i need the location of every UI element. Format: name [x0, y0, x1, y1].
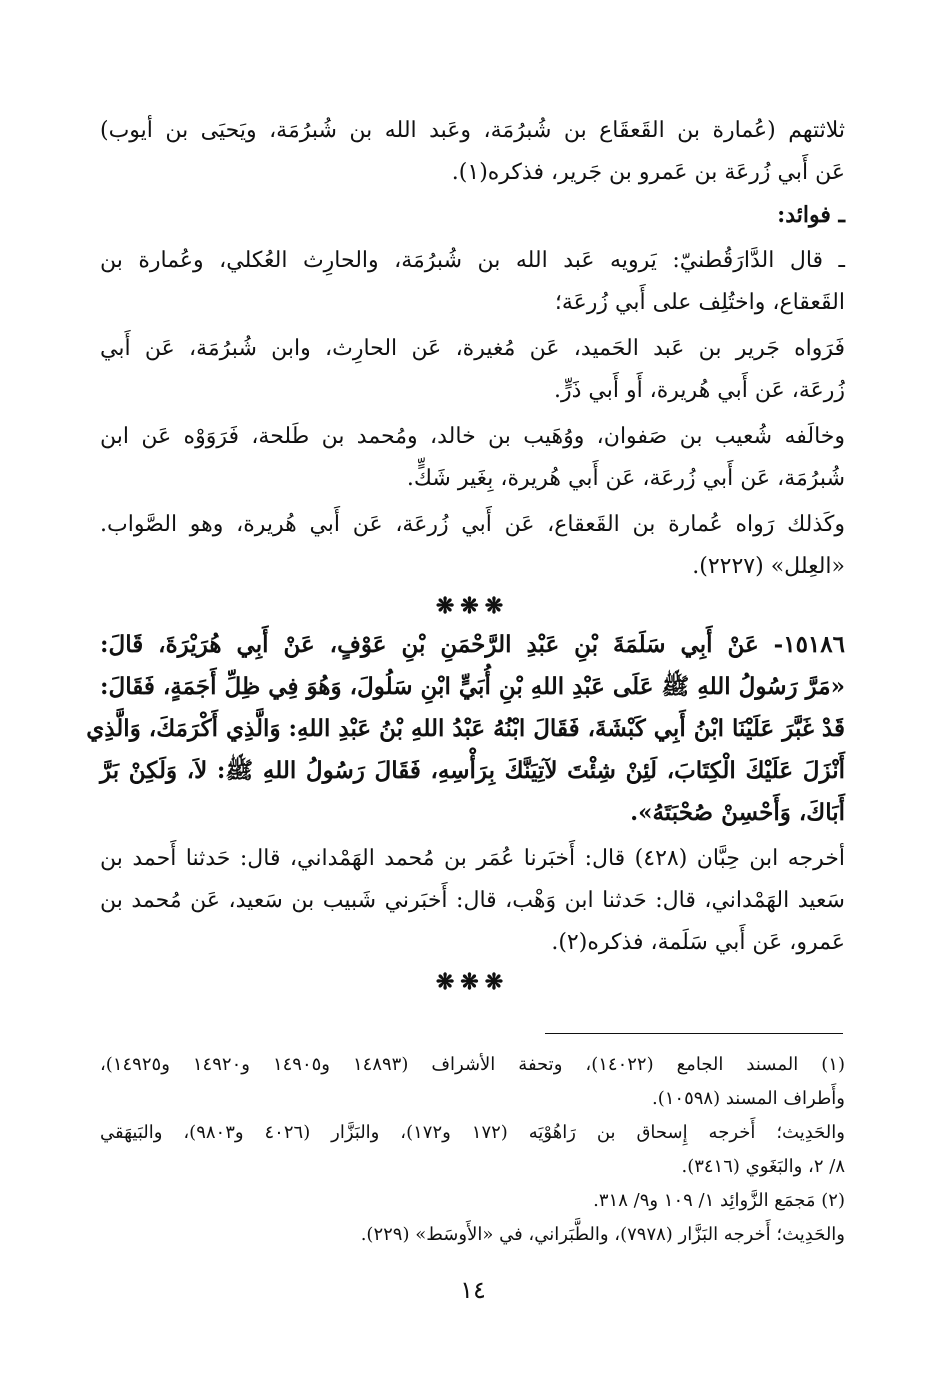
paragraph: [100, 240, 845, 324]
section-separator: ❋❋❋: [435, 969, 510, 995]
text-line: «مَرَّ رَسُولُ اللهِ ﷺ عَلَى عَبْدِ اللهِ بْنِ أُبَيٍّ ابْنِ سَلُولَ، وَهُوَ فِي ظِلِّ أَجَمَةٍ، فَقَالَ:: [100, 673, 845, 700]
text-line: ـ قال الدَّارَقُطنيّ: يَرويه عَبد الله بن شُبرُمَة، والحارِث العُكلي، وعُمارة بن: [100, 248, 845, 273]
text-line: قَدْ غَبَّرَ عَلَيْنَا ابْنُ أَبِي كَبْشَةَ، فَقَالَ ابْنُهُ عَبْدُ اللهِ بْنُ عَبْدِ اللهِ: وَالَّذِي أَكْرَمَكَ، وَالَّذِي: [86, 715, 845, 742]
paragraph: [100, 416, 845, 500]
footnote-line: والحَدِيث؛ أَخرجه إِسحاق بن رَاهُوْيَه (١٧٢ و١٧٢)، والبَزَّار (٤٠٢٦ و٩٨٠٣)، والبَيهَقي: [100, 1122, 845, 1143]
footnote-line: (٢) مَجمَع الزَّوائِد ١/ ١٠٩ و٩/ ٣١٨.: [593, 1190, 845, 1211]
text-line: فَرَواه جَرير بن عَبد الحَميد، عَن مُغيرة، عَن الحارِث، وابن شُبرُمَة، عَن أَبي: [100, 336, 845, 361]
paragraph: [100, 328, 845, 412]
section-heading: ـ فوائد:: [777, 202, 845, 228]
footnote-divider: [545, 1033, 843, 1034]
text-line: عَن أَبي زُرعَة بن عَمرو بن جَرير، فذكره(١).: [451, 160, 845, 185]
paragraph: [100, 110, 845, 194]
text-line: أَنْزَلَ عَلَيْكَ الْكِتَابَ، لَئِنْ شِئْتَ لآتِيَنَّكَ بِرَأْسِهِ، فَقَالَ رَسُولُ اللهِ ﷺ: لاَ، وَلَكِنْ بَرَّ: [100, 757, 845, 784]
text-line: وخالَفه شُعيب بن صَفوان، ووُهَيب بن خالد، ومُحمد بن طَلحة، فَرَوَوْه عَن ابن: [100, 424, 845, 449]
text-line: وكَذلك رَواه عُمارة بن القَعقاع، عَن أَبي زُرعَة، عَن أَبي هُريرة، وهو الصَّواب.: [100, 512, 845, 537]
text-line: سَعيد الهَمْداني، قال: حَدثنا ابن وَهْب، قال: أَخبَرني شَبيب بن سَعيد، عَن مُحمد بن: [100, 888, 845, 913]
footnotes: [100, 1048, 845, 1252]
text-line: عَمرو، عَن أَبي سَلَمة، فذكره(٢).: [551, 930, 845, 955]
page-number: ١٤: [460, 1276, 486, 1304]
text-line: زُرعَة، عَن أَبي هُريرة، أَو أَبي ذَرٍّ.: [553, 378, 845, 403]
text-line: أَبَاكَ، وَأَحْسِنْ صُحْبَتَهُ».: [630, 799, 845, 826]
footnote-line: ٨/ ٢، والبَغَوي (٣٤١٦).: [681, 1156, 845, 1177]
page-body: [86, 110, 846, 1000]
text-line: شُبرُمَة، عَن أَبي زُرعَة، عَن أَبي هُريرة، بِغَير شَكٍّ.: [406, 466, 845, 491]
footnote-line: وأَطراف المسند (١٠٥٩٨).: [652, 1088, 845, 1109]
hadith-text: [86, 624, 845, 834]
text-line: ثلاثتهم (عُمارة بن القَعقَاع بن شُبرُمَة، وعَبد الله بن شُبرُمَة، ويَحيَى بن أيوب): [100, 118, 845, 143]
paragraph: [100, 838, 845, 964]
footnote-line: والحَدِيث؛ أَخرجه البَزَّار (٧٩٧٨)، والطَّبَراني، في «الأَوسَط» (٢٢٩).: [360, 1224, 845, 1245]
footnote-line: (١) المسند الجامع (١٤٠٢٢)، وتحفة الأشراف (١٤٨٩٣ و١٤٩٠٥ و١٤٩٢٠ و١٤٩٢٥)،: [100, 1054, 845, 1075]
section-separator: ❋❋❋: [435, 593, 510, 619]
text-line: «العِلل» (٢٢٢٧).: [692, 554, 845, 579]
paragraph: [100, 504, 845, 588]
text-line: القَعقاع، واختُلِف على أَبي زُرعَة؛: [554, 290, 845, 315]
text-line: أخرجه ابن حِبَّان (٤٢٨) قال: أَخبَرنا عُمَر بن مُحمد الهَمْداني، قال: حَدثنا أَحمد بن: [100, 846, 846, 871]
text-line: ١٥١٨٦- عَنْ أَبِي سَلَمَةَ بْنِ عَبْدِ الرَّحْمَنِ بْنِ عَوْفٍ، عَنْ أَبِي هُرَيْرَةَ، قَالَ:: [100, 631, 845, 658]
